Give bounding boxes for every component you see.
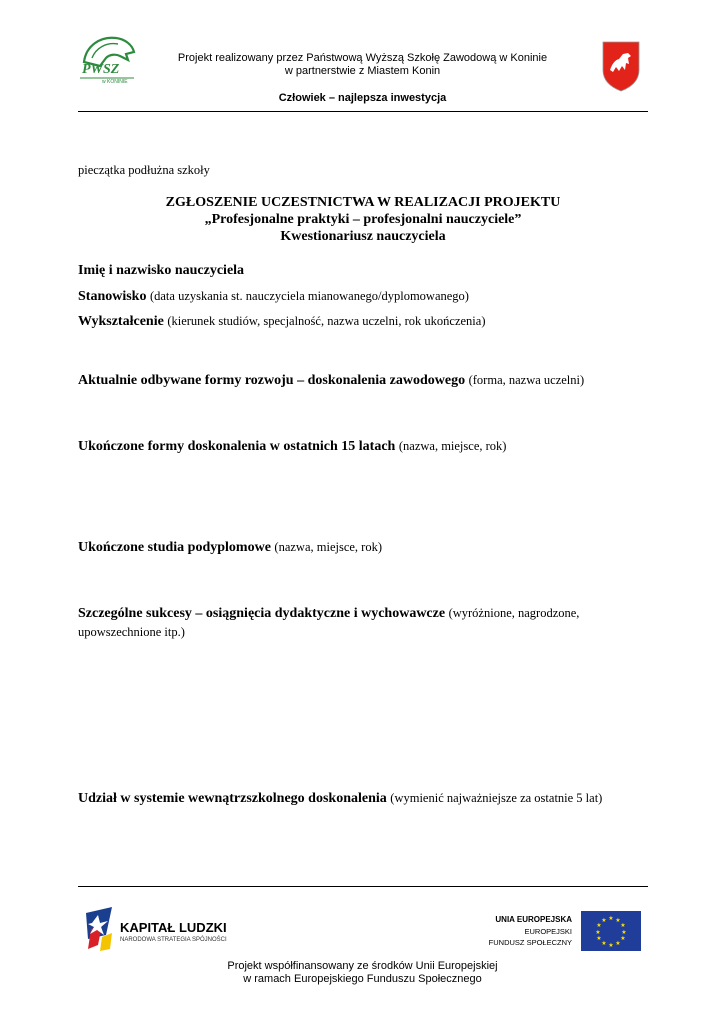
section-internal-development-note: (wymienić najważniejsze za ostatnie 5 lat) xyxy=(390,791,603,805)
svg-text:★: ★ xyxy=(601,917,607,924)
section-postgraduate-label: Ukończone studia podyplomowe xyxy=(78,540,271,555)
section-completed-development-label: Ukończone formy doskonalenia w ostatnich 15 latach xyxy=(78,439,396,454)
pwsz-logo-text: PWSZ xyxy=(82,62,120,77)
kapital-ludzki-title: KAPITAŁ LUDZKI xyxy=(120,920,227,935)
eu-flag-icon xyxy=(581,911,641,951)
svg-text:★: ★ xyxy=(620,922,626,929)
eu-text-line-2: EUROPEJSKI xyxy=(524,927,572,936)
svg-text:★: ★ xyxy=(615,940,621,947)
section-position xyxy=(78,287,648,306)
footer-divider xyxy=(78,886,648,887)
section-successes xyxy=(78,604,648,642)
header-slogan: Człowiek – najlepsza inwestycja xyxy=(278,92,447,104)
questionnaire-title: Kwestionariusz nauczyciela xyxy=(280,229,446,244)
section-current-development-label: Aktualnie odbywane formy rozwoju – doskonalenia zawodowego xyxy=(78,373,466,388)
header-line-1: Projekt realizowany przez Państwową Wyższą Szkołę Zawodową w Koninie xyxy=(177,52,548,64)
kapital-ludzki-subtitle: NARODOWA STRATEGIA SPÓJNOŚCI xyxy=(120,937,227,943)
pwsz-logo-subtext: w KONINIE xyxy=(102,79,128,85)
section-current-development xyxy=(78,371,648,390)
header-divider xyxy=(78,111,648,112)
section-position-label: Stanowisko xyxy=(78,289,147,304)
footer-line-2: w ramach Europejskiego Funduszu Społecznego xyxy=(243,973,482,985)
footer-line-1: Projekt współfinansowany ze środków Unii Europejskiej xyxy=(227,960,498,972)
section-name xyxy=(78,261,648,280)
eu-text-line-1: UNIA EUROPEJSKA xyxy=(495,915,572,924)
pwsz-logo xyxy=(76,32,138,88)
eu-text-line-3: FUNDUSZ SPOŁECZNY xyxy=(488,938,572,947)
section-education-note: (kierunek studiów, specjalność, nazwa uczelni, rok ukończenia) xyxy=(167,314,486,328)
coat-of-arms-icon xyxy=(601,40,641,92)
section-current-development-note: (forma, nazwa uczelni) xyxy=(468,373,585,387)
header-line-2: w partnerstwie z Miastem Konin xyxy=(284,65,441,77)
kapital-ludzki-emblem-icon xyxy=(82,905,116,953)
svg-text:★: ★ xyxy=(621,929,627,936)
section-education-label: Wykształcenie xyxy=(78,314,164,329)
section-successes-label: Szczególne sukcesy – osiągnięcia dydaktyczne i wychowawcze xyxy=(78,606,446,621)
section-name-label: Imię i nazwisko nauczyciela xyxy=(78,263,245,278)
section-completed-development xyxy=(78,437,648,456)
section-position-note: (data uzyskania st. nauczyciela mianowanego/dyplomowanego) xyxy=(149,289,469,303)
svg-text:★: ★ xyxy=(601,940,607,947)
section-completed-development-note: (nazwa, miejsce, rok) xyxy=(398,439,507,453)
document-title: ZGŁOSZENIE UCZESTNICTWA W REALIZACJI PROJEKTU xyxy=(165,195,561,210)
section-postgraduate-note: (nazwa, miejsce, rok) xyxy=(274,540,383,554)
svg-text:★: ★ xyxy=(608,942,614,949)
section-successes-note: (wyróżnione, nagrodzone, upowszechnione itp.) xyxy=(78,606,580,639)
svg-text:★: ★ xyxy=(596,922,602,929)
svg-text:★: ★ xyxy=(620,935,626,942)
svg-text:★: ★ xyxy=(596,935,602,942)
section-internal-development-label: Udział w systemie wewnątrzszkolnego doskonalenia xyxy=(78,791,387,806)
section-education xyxy=(78,312,648,331)
svg-text:★: ★ xyxy=(615,917,621,924)
stamp-label: pieczątka podłużna szkoły xyxy=(78,163,210,177)
section-internal-development xyxy=(78,789,648,808)
kapital-ludzki-logo xyxy=(82,905,252,955)
project-name: „Profesjonalne praktyki – profesjonalni nauczyciele” xyxy=(204,212,522,227)
svg-text:★: ★ xyxy=(608,915,614,922)
section-postgraduate xyxy=(78,538,648,557)
svg-text:★: ★ xyxy=(595,929,601,936)
